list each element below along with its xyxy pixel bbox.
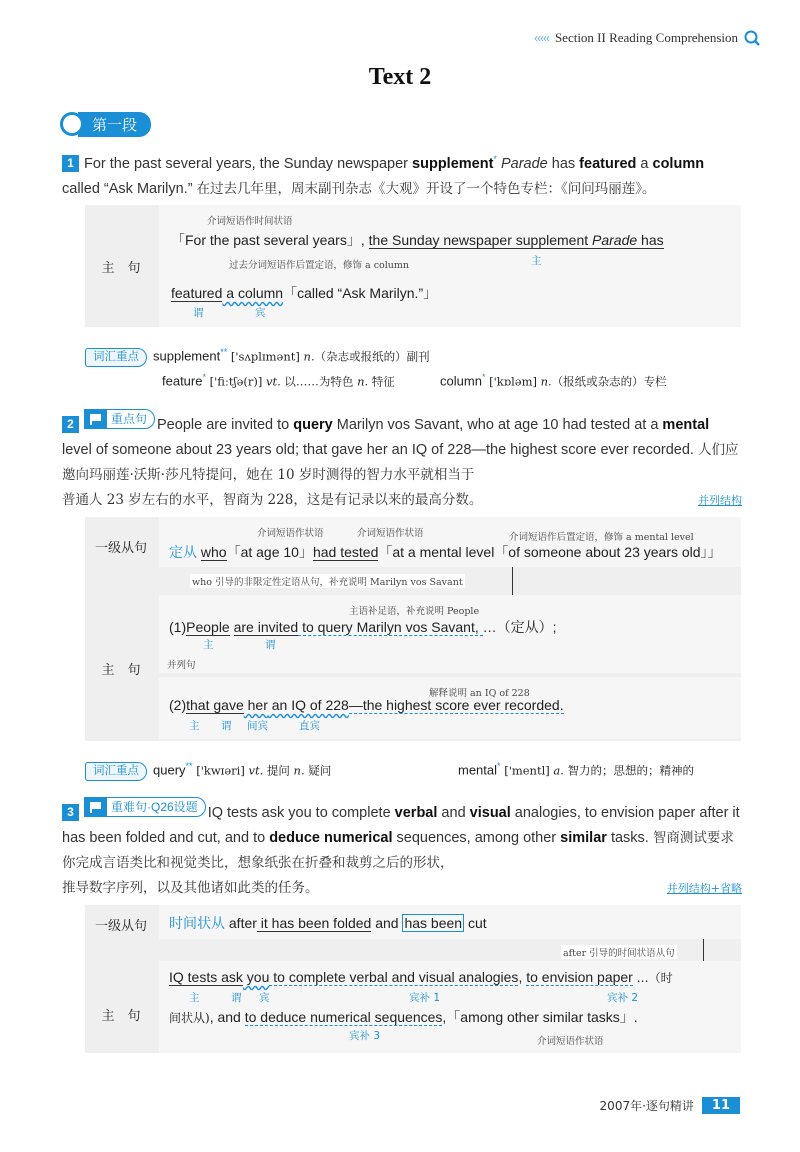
phrase: 「at a mental level	[378, 544, 495, 560]
sentence-text: IQ tests ask you to complete	[207, 805, 395, 821]
translation: 在过去几年里，周末副刊杂志《大观》开设了一个特色专栏：《问问玛丽莲》。	[196, 180, 656, 197]
definition: （杂志或报纸的）副刊	[314, 349, 430, 364]
annotation: 介词短语作状语	[357, 528, 424, 539]
magnifier-icon	[744, 30, 760, 46]
predicate: has been folded	[267, 915, 372, 931]
phrase: cut	[464, 915, 487, 931]
analysis-content	[159, 595, 741, 673]
definition: 特征	[371, 374, 395, 389]
page-title: Text 2	[368, 64, 432, 90]
keyword: visual	[469, 805, 511, 821]
analysis-content	[159, 517, 741, 567]
definition: 疑问	[308, 763, 332, 778]
phonetic: ['kwɪəri]	[192, 763, 249, 778]
appositive: —the highest score ever recorded.	[348, 697, 564, 713]
translation: 智商测试要求你完成言语类比和视觉类比，想象纸张在折叠和裁剪之后的形状，	[62, 830, 734, 871]
label-complement-2: 宾补 2	[607, 992, 639, 1004]
keyword: query	[293, 417, 333, 433]
subject: People	[186, 619, 230, 635]
sentence-text: level of someone about 23 years old; that gave her an IQ of 228—the highest score ever recorded.	[62, 442, 698, 458]
label-complement-1: 宾补 1	[409, 992, 441, 1004]
star-mark: **	[220, 347, 228, 357]
subject: who	[200, 544, 227, 560]
phrase: 「of someone about 23 years old」」	[494, 544, 722, 560]
phrase: 「at age 10」	[226, 544, 313, 560]
translation: 推导数字序列，以及其他诸如此类的任务。	[62, 880, 319, 896]
analysis-line	[169, 617, 557, 637]
phonetic: ['mentl]	[500, 763, 554, 778]
header-arrows: ‹‹‹‹‹	[533, 31, 549, 45]
sentence-text: Marilyn vos Savant, who at age 10 had tested at a	[332, 417, 663, 433]
label-indirect-object: 间宾	[247, 720, 268, 732]
vocab-word: query	[153, 762, 186, 778]
phrase: (1)	[169, 619, 187, 635]
key-sentence-tag	[84, 797, 206, 817]
clause-type: 时间状从	[169, 915, 229, 931]
keyword: verbal	[394, 805, 438, 821]
sentence-text: has	[547, 155, 580, 172]
sentence-text: For the past several years, the Sunday newspaper	[84, 155, 413, 172]
predicate: gave	[209, 697, 244, 713]
phrase: has	[637, 232, 664, 248]
subject: it	[256, 915, 268, 931]
label-direct-object: 直宾	[299, 720, 320, 732]
pos: n.	[357, 374, 369, 389]
definition: 以……为特色	[284, 374, 358, 389]
clause-note: who 引导的非限定性定语从句，补充说明 Marilyn vos Savant	[190, 574, 465, 588]
label-complement-3: 宾补 3	[349, 1030, 381, 1042]
phrase: the Sunday newspaper supplement	[368, 232, 593, 248]
vocab-word: feature	[162, 373, 203, 389]
predicate: featured	[171, 285, 223, 301]
clause-type: 定从	[169, 544, 201, 560]
tag-label: 重点句	[111, 411, 148, 426]
keyword: featured	[579, 155, 637, 172]
complement: to envision paper	[526, 969, 633, 985]
label-subject: 主	[531, 255, 542, 267]
phrase: …	[482, 619, 497, 635]
indirect-object: her	[243, 697, 268, 713]
phrase: （定从）;	[496, 619, 557, 635]
vocab-word: supplement	[153, 348, 221, 364]
row-label: 一级从句	[94, 541, 147, 556]
page-footer	[600, 1097, 740, 1114]
sentence-3	[62, 797, 742, 901]
paragraph-label-text: 第一段	[78, 112, 151, 137]
sentence-number: 2	[62, 416, 79, 433]
object: a column	[222, 285, 284, 301]
annotation: 主语补足语，补充说明 People	[349, 606, 480, 617]
analysis-box-1	[85, 205, 741, 327]
running-header	[534, 30, 760, 46]
analysis-box-3	[85, 905, 741, 1053]
omitted-part: has been	[404, 915, 463, 931]
label-object: 宾	[255, 307, 266, 319]
pos: n.	[293, 763, 305, 778]
vocab-line	[85, 761, 331, 781]
star-mark: **	[185, 761, 193, 771]
pos: vt.	[266, 374, 281, 389]
phrase: Parade	[592, 232, 638, 248]
predicate: had tested	[312, 544, 379, 560]
vocab-tag: 词汇重点	[85, 348, 147, 367]
phrase: and	[371, 915, 403, 931]
analysis-line	[169, 1007, 638, 1027]
row-label: 主 句	[101, 663, 141, 678]
translation: 人们应邀向玛丽莲·沃斯·莎凡特提问，她在 10 岁时测得的智力水平就相当于	[62, 442, 739, 483]
sentence-text: a	[636, 155, 653, 172]
phonetic: ['kɒləm]	[485, 374, 541, 389]
conjunction: after	[228, 915, 257, 931]
label-predicate: 谓	[193, 307, 204, 319]
star-mark: *	[481, 372, 486, 382]
pos: n.	[303, 349, 315, 364]
analysis-box-2	[85, 517, 741, 741]
phonetic: ['fiːtʃə(r)]	[206, 374, 267, 389]
pos: vt.	[248, 763, 264, 778]
analysis-line	[169, 969, 673, 986]
phrase: 「For the past several years」,	[171, 232, 369, 248]
predicate: ask	[217, 969, 243, 985]
annotation: 介词短语作状语	[537, 1036, 604, 1047]
keyword: deduce numerical	[269, 830, 393, 846]
key-sentence-tag	[84, 409, 155, 429]
vocab-tag: 词汇重点	[85, 762, 147, 781]
complement: to complete verbal and visual analogies	[269, 969, 519, 985]
magnifier-icon	[60, 112, 84, 136]
analysis-line	[169, 913, 487, 933]
subject	[369, 232, 664, 249]
row-label: 主 句	[101, 1009, 141, 1024]
parallel-label: 并列句	[167, 660, 196, 671]
vocab-line	[162, 372, 667, 389]
analysis-line	[169, 697, 564, 713]
star-mark: *	[493, 154, 497, 164]
phrase: , and	[209, 1009, 245, 1025]
italic-title: Parade	[500, 155, 548, 172]
subject: IQ tests	[169, 969, 218, 985]
complement: to deduce numerical sequences	[244, 1009, 443, 1025]
annotation: 过去分词短语作后置定语，修饰 a column	[229, 260, 410, 271]
label-subject: 主	[203, 639, 214, 651]
analysis-line	[171, 283, 437, 303]
label-predicate: 谓	[265, 639, 276, 651]
vocab-word: column	[440, 373, 482, 389]
analysis-content	[159, 905, 741, 939]
keyword: column	[652, 155, 705, 172]
vocab-line	[85, 347, 430, 367]
definition: （报纸或杂志的）专栏	[551, 374, 667, 389]
sentence-2	[62, 409, 742, 513]
phrase: …（时	[632, 971, 673, 985]
annotation: 介词短语作后置定语，修饰 a mental level	[509, 532, 694, 543]
arrow-line	[703, 939, 704, 963]
vocab-word: mental	[458, 762, 498, 778]
analysis-content	[159, 961, 741, 1053]
subject: that	[186, 697, 210, 713]
definition: 提问	[266, 763, 294, 778]
sentence-text: and	[437, 805, 470, 821]
sentence-text: analogies, to envision paper after it has been folded and cut, and to	[62, 805, 740, 846]
phrase: 间状从)	[169, 1011, 210, 1025]
keyword: supplement	[412, 155, 494, 172]
label-object: 宾	[259, 992, 270, 1004]
flag-icon	[85, 798, 107, 816]
keyword: mental	[662, 417, 710, 433]
complement: to query Marilyn vos Savant,	[298, 619, 483, 635]
label-predicate: 谓	[231, 992, 242, 1004]
row-label: 一级从句	[94, 919, 147, 934]
star-mark: *	[497, 761, 501, 771]
sentence-1	[62, 147, 742, 202]
analysis-line	[169, 542, 722, 562]
header-section-title: Section II Reading Comprehension	[554, 30, 738, 45]
tag-label: 重难句·Q26设题	[111, 799, 198, 814]
label-subject: 主	[189, 720, 200, 732]
structure-note: 并列结构	[698, 494, 742, 507]
annotation: 解释说明 an IQ of 228	[429, 688, 530, 699]
direct-object: an IQ of 228	[267, 697, 349, 713]
keyword: similar	[560, 830, 607, 846]
row-label: 主 句	[101, 261, 141, 276]
analysis-content	[159, 205, 741, 327]
label-predicate: 谓	[221, 720, 232, 732]
translation: 普通人 23 岁左右的水平，智商为 228，这是有记录以来的最高分数。	[62, 492, 483, 508]
pos: a.	[553, 763, 564, 778]
predicate: are invited	[233, 619, 299, 635]
analysis-line	[171, 230, 664, 250]
pos: n.	[540, 374, 552, 389]
analysis-content	[159, 677, 741, 739]
sentence-number: 1	[62, 155, 79, 172]
footer-text: 2007年·逐句精讲	[599, 1099, 694, 1113]
star-mark: *	[202, 372, 206, 382]
flag-icon	[85, 410, 107, 428]
sentence-text: called “Ask Marilyn.”	[62, 180, 197, 197]
phrase: ,	[518, 969, 527, 985]
clause-note: after 引导的时间状语从句	[561, 945, 677, 959]
phrase: (2)	[169, 697, 187, 713]
annotation: 介词短语作时间状语	[207, 216, 293, 227]
label-subject: 主	[189, 992, 200, 1004]
annotation: 介词短语作状语	[257, 528, 324, 539]
sentence-text: People are invited to	[157, 417, 294, 433]
object: you	[242, 969, 270, 985]
paragraph-label	[60, 112, 151, 136]
phrase: ,「among other similar tasks」.	[442, 1009, 638, 1025]
phrase: 「called “Ask Marilyn.”」	[283, 285, 438, 301]
phonetic: ['sʌplɪmənt]	[227, 349, 304, 364]
sentence-number: 3	[62, 804, 79, 821]
vocab-line	[458, 761, 694, 778]
structure-note: 并列结构+省略	[666, 882, 742, 895]
definition: 智力的；思想的；精神的	[567, 763, 695, 778]
sentence-text: sequences, among other	[392, 830, 561, 846]
page-number: 11	[702, 1097, 740, 1114]
sentence-text: tasks.	[606, 830, 653, 846]
